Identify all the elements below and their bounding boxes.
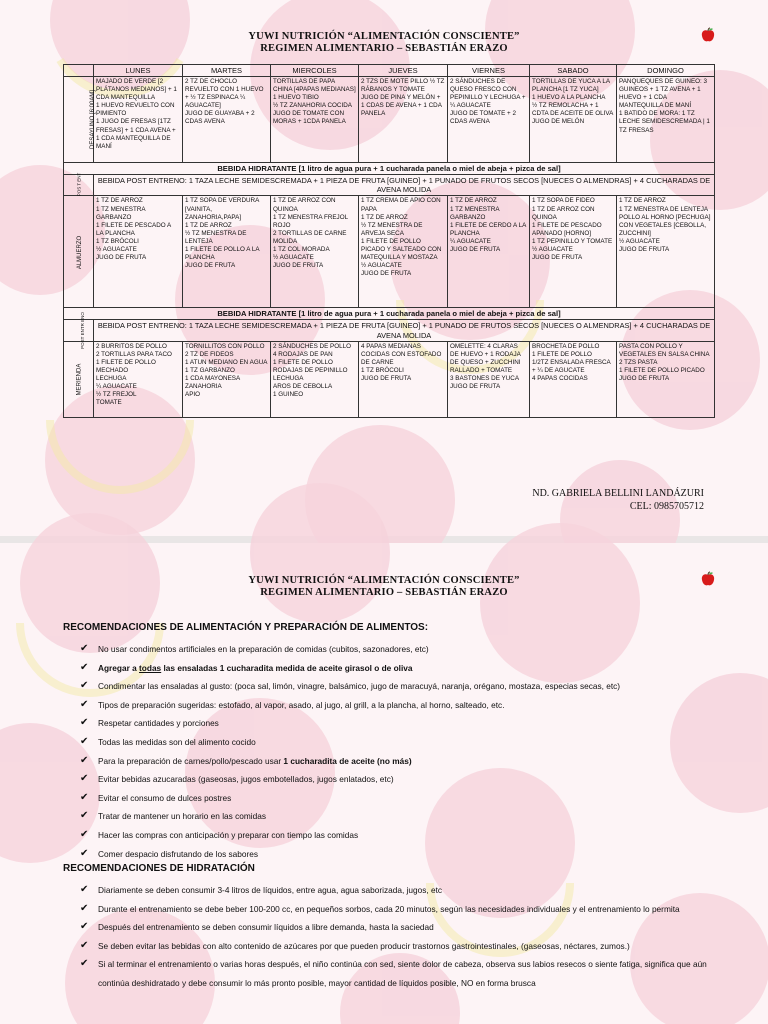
check-icon: ✔: [80, 902, 89, 914]
post-workout-drink: BEBIDA POST ENTRENO: 1 TAZA LECHE SEMIDESCREMADA + 1 PIEZA DE FRUTA [GUINEO] + 1 PUNADO DE FRUTOS SECOS [NUECES O ALMENDRAS] + 4 CUCHARADAS DE AVENA MOLIDA: [94, 320, 715, 341]
meal-cell: 4 PAPAS MEDIANAS COCIDAS CON ESTOFADO DE CARNE 1 TZ BRÓCOLI JUGO DE FRUTA: [359, 341, 448, 417]
meal-cell: PANQUEQUES DE GUINEO: 3 GUINEOS + 1 TZ AVENA + 1 HUEVO + 1 CDA MANTEQUILLA DE MANÍ 1 BATIDO DE MORA: 1 TZ LECHE SEMIDESCREMADA | 1 TZ FRESAS: [617, 77, 715, 163]
dinner-row: [64, 341, 715, 417]
meal-cell: TORTILLAS DE YUCA A LA PLANCHA [1 TZ YUCA] 1 HUEVO A LA PLANCHA ½ TZ REMOLACHA + 1 CDTA DE ACEITE DE OLIVA JUGO DE MELÓN: [530, 77, 617, 163]
check-icon: ✔: [80, 828, 89, 840]
list-item: ✔ Hacer las compras con anticipación y preparar con tiempo las comidas: [80, 826, 620, 845]
hydration-recommendations-list: [80, 881, 720, 992]
day-header: JUEVES: [359, 65, 448, 77]
meal-plan-table: [63, 64, 715, 418]
post-workout-row: [64, 175, 715, 196]
check-icon: ✔: [80, 810, 89, 822]
check-icon: ✔: [80, 773, 89, 785]
table-header-row: [64, 65, 715, 77]
hydration-drink: BEBIDA HIDRATANTE [1 litro de agua pura + 1 cucharada panela o miel de abeja + pizca de sal]: [64, 308, 715, 320]
meal-cell: 2 BURRITOS DE POLLO 2 TORTILLAS PARA TACO 1 FILETE DE POLLO MECHADO LECHUGA ¼ AGUACATE ½ TZ FREJOL TOMATE: [94, 341, 183, 417]
apple-icon: [700, 27, 716, 43]
meal-cell: 2 SÁNDUCHES DE QUESO FRESCO CON PEPINILLO Y LECHUGA + ¼ AGUACATE JUGO DE TOMATE + 2 CDAS AVENA: [448, 77, 530, 163]
doc-title: YUWI NUTRICIÓN “ALIMENTACIÓN CONSCIENTE”: [248, 575, 520, 586]
list-item: ✔ Tratar de mantener un horario en las comidas: [80, 807, 620, 826]
meal-cell: 1 TZ DE ARROZ 1 TZ MENESTRA DE LENTEJA POLLO AL HORNO [PECHUGA] CON VEGETALES [CEBOLLA, ZUCCHINI] ½ AGUACATE JUGO DE FRUTA: [617, 196, 715, 308]
hydration-recommendations-title: RECOMENDACIONES DE HIDRATACIÓN: [63, 863, 255, 874]
check-icon: ✔: [80, 643, 89, 654]
check-icon: ✔: [80, 717, 89, 729]
list-item: ✔ Para la preparación de carnes/pollo/pescado usar 1 cucharadita de aceite (no más): [80, 752, 620, 771]
list-item: ✔ Agregar a todas las ensaladas 1 cucharadita medida de aceite girasol o de oliva: [80, 659, 620, 678]
post-workout-label: POS T ENT: [64, 175, 94, 196]
check-icon: ✔: [80, 921, 89, 932]
day-header: VIERNES: [448, 65, 530, 77]
list-item: ✔ No usar condimentos artificiales en la preparación de comidas (cubitos, sazonadores, etc): [80, 640, 620, 659]
list-item: ✔ Respetar cantidades y porciones: [80, 714, 620, 733]
doc-subtitle: REGIMEN ALIMENTARIO – SEBASTIÁN ERAZO: [260, 43, 508, 54]
meal-cell: MAJADO DE VERDE [2 PLÁTANOS MEDIANOS] + 1 CDA MANTEQUILLA 1 HUEVO REVUELTO CON PIMIENTO 1 JUGO DE FRESAS [1TZ FRESAS] + 1 CDA AVENA + 1 CDA MANTEQUILLA DE MANÍ: [94, 77, 183, 163]
meal-label: DESAYUNO [6:00AM]: [64, 77, 94, 163]
meal-label: MERIENDA: [64, 341, 94, 417]
post-workout-label: POST ENTR ENO: [64, 320, 94, 341]
breakfast-row: [64, 77, 715, 163]
hydration-row: [64, 163, 715, 175]
meal-cell: BROCHETA DE POLLO 1 FILETE DE POLLO 1/2TZ ENSALADA FRESCA + ¼ DE AGUCATE 4 PAPAS COCIDAS: [530, 341, 617, 417]
check-icon: ✔: [80, 661, 89, 673]
list-item: ✔ Condimentar las ensaladas al gusto: (poca sal, limón, vinagre, balsámico, jugo de maracuyá, naranja, orégano, mostaza, especias secas, etc): [80, 677, 620, 696]
meal-cell: TORTILLAS DE PAPA CHINA [4PAPAS MEDIANAS] 1 HUEVO TIBIO ½ TZ ZANAHORIA COCIDA JUGO DE TOMATE CON MORAS + 1CDA PANELA: [271, 77, 359, 163]
list-item: ✔ Todas las medidas son del alimento cocido: [80, 733, 620, 752]
post-workout-row: [64, 320, 715, 341]
lunch-row: [64, 196, 715, 308]
meal-cell: 2 TZS DE MOTE PILLO ½ TZ RÁBANOS Y TOMATE JUGO DE PINA Y MELÓN + 1 CDAS DE AVENA + 1 CDA PANELA: [359, 77, 448, 163]
food-recommendations-title: RECOMENDACIONES DE ALIMENTACIÓN Y PREPARACIÓN DE ALIMENTOS:: [63, 622, 429, 633]
list-item: ✔ Si al terminar el entrenamiento o varias horas después, el niño continúa con sed, siente dolor de cabeza, observa sus labios resecos o siente fatiga, significa que aún continúa deshidratado y debe consumir lo más pronto posible, mayor cantidad de líquidos posible, NO en forma brusca: [80, 955, 720, 992]
list-item: ✔ Tipos de preparación sugeridas: estofado, al vapor, asado, al jugo, al grill, a la plancha, al horno, salteado, etc.: [80, 696, 620, 715]
check-icon: ✔: [80, 698, 89, 710]
hydration-drink: BEBIDA HIDRATANTE [1 litro de agua pura + 1 cucharada panela o miel de abeja + pizca de sal]: [64, 163, 715, 175]
food-recommendations-list: [80, 640, 620, 863]
day-header: LUNES: [94, 65, 183, 77]
nutritionist-name: ND. GABRIELA BELLINI LANDÁZURI: [532, 488, 704, 499]
check-icon: ✔: [80, 847, 89, 859]
list-item: ✔ Evitar el consumo de dulces postres: [80, 789, 620, 808]
doc-subtitle: REGIMEN ALIMENTARIO – SEBASTIÁN ERAZO: [260, 587, 508, 598]
day-header: MIERCOLES: [271, 65, 359, 77]
doc-title: YUWI NUTRICIÓN “ALIMENTACIÓN CONSCIENTE”: [248, 31, 520, 42]
list-item: ✔ Comer despacio disfrutando de los sabores: [80, 845, 620, 864]
list-item: ✔ Diariamente se deben consumir 3-4 litros de líquidos, entre agua, agua saborizada, jugos, etc: [80, 881, 720, 900]
page-2: [0, 543, 768, 1024]
day-header: MARTES: [183, 65, 271, 77]
nutritionist-phone: CEL: 0985705712: [629, 501, 704, 512]
meal-cell: 1 TZ DE ARROZ 1 TZ MENESTRA GARBANZO 1 FILETE DE PESCADO A LA PLANCHA 1 TZ BRÓCOLI ½ AGUACATE JUGO DE FRUTA: [94, 196, 183, 308]
meal-cell: 2 SÁNDUCHES DE POLLO 4 RODAJAS DE PAN 1 FILETE DE POLLO RODAJAS DE PEPINILLO LECHUGA AROS DE CEBOLLA 1 GUINEO: [271, 341, 359, 417]
meal-cell: 1 TZ DE ARROZ CON QUINOA 1 TZ MENESTRA FREJOL ROJO 2 TORTILLAS DE CARNE MOLIDA 1 TZ COL MORADA ½ AGUACATE JUGO DE FRUTA: [271, 196, 359, 308]
check-icon: ✔: [80, 884, 89, 895]
day-header: SABADO: [530, 65, 617, 77]
check-icon: ✔: [80, 939, 89, 951]
meal-cell: OMELETTE: 4 CLARAS DE HUEVO + 1 RODAJA DE QUESO + ZUCCHINI RALLADO + TOMATE 3 BASTONES DE YUCA JUGO DE FRUTA: [448, 341, 530, 417]
meal-cell: 2 TZ DE CHOCLO REVUELTO CON 1 HUEVO + ½ TZ ESPINACA ¼ AGUACATE] JUGO DE GUAYABA + 2 CDAS AVENA: [183, 77, 271, 163]
meal-cell: 1 TZ DE ARROZ 1 TZ MENESTRA GARBANZO 1 FILETE DE CERDO A LA PLANCHA ¼ AGUACATE JUGO DE FRUTA: [448, 196, 530, 308]
meal-label: ALMUERZO: [64, 196, 94, 308]
check-icon: ✔: [80, 958, 89, 969]
check-icon: ✔: [80, 680, 89, 692]
corner-cell: [64, 65, 94, 77]
meal-cell: TORNILLITOS CON POLLO 2 TZ DE FIDEOS 1 ATUN MEDIANO EN AGUA 1 TZ GARBANZO 1 CDA MAYONESA ZANAHORIA APIO: [183, 341, 271, 417]
check-icon: ✔: [80, 754, 89, 766]
meal-cell: 1 TZ SOPA DE VERDURA [VAINITA, ZANAHORIA,PAPA] 1 TZ DE ARROZ ½ TZ MENESTRA DE LENTEJA 1 FILETE DE POLLO A LA PLANCHA JUGO DE FRUTA: [183, 196, 271, 308]
day-header: DOMINGO: [617, 65, 715, 77]
list-item: ✔ Evitar bebidas azucaradas (gaseosas, jugos embotellados, jugos enlatados, etc): [80, 770, 620, 789]
meal-cell: PASTA CON POLLO Y VEGETALES EN SALSA CHINA 2 TZS PASTA 1 FILETE DE POLLO PICADO JUGO DE FRUTA: [617, 341, 715, 417]
list-item: ✔ Durante el entrenamiento se debe beber 100-200 cc, en pequeños sorbos, cada 20 minutos, según las necesidades individuales y el entrenamiento lo permita: [80, 900, 720, 919]
meal-cell: 1 TZ SOPA DE FIDEO 1 TZ DE ARROZ CON QUINOA 1 FILETE DE PESCADO APANADO [HORNO] 1 TZ PEPINILLO Y TOMATE ½ AGUACATE JUGO DE FRUTA: [530, 196, 617, 308]
hydration-row: [64, 308, 715, 320]
check-icon: ✔: [80, 735, 89, 747]
post-workout-drink: BEBIDA POST ENTRENO: 1 TAZA LECHE SEMIDESCREMADA + 1 PIEZA DE FRUTA [GUINEO] + 1 PUNADO DE FRUTOS SECOS [NUECES O ALMENDRAS] + 4 CUCHARADAS DE AVENA MOLIDA: [94, 175, 715, 196]
list-item: ✔ Después del entrenamiento se deben consumir líquidos a libre demanda, hasta la saciedad: [80, 918, 720, 937]
check-icon: ✔: [80, 791, 89, 803]
apple-icon: [700, 571, 716, 587]
meal-cell: 1 TZ CREMA DE APIO CON PAPA 1 TZ DE ARROZ ½ TZ MENESTRA DE ARVEJA SECA 1 FILETE DE POLLO PICADO Y SALTEADO CON MATEQUILLA Y MOSTAZA ½ AGUACATE JUGO DE FRUTA: [359, 196, 448, 308]
list-item: ✔ Se deben evitar las bebidas con alto contenido de azúcares por que pueden producir trastornos gastrointestinales, (gaseosas, néctares, zumos.): [80, 937, 720, 956]
